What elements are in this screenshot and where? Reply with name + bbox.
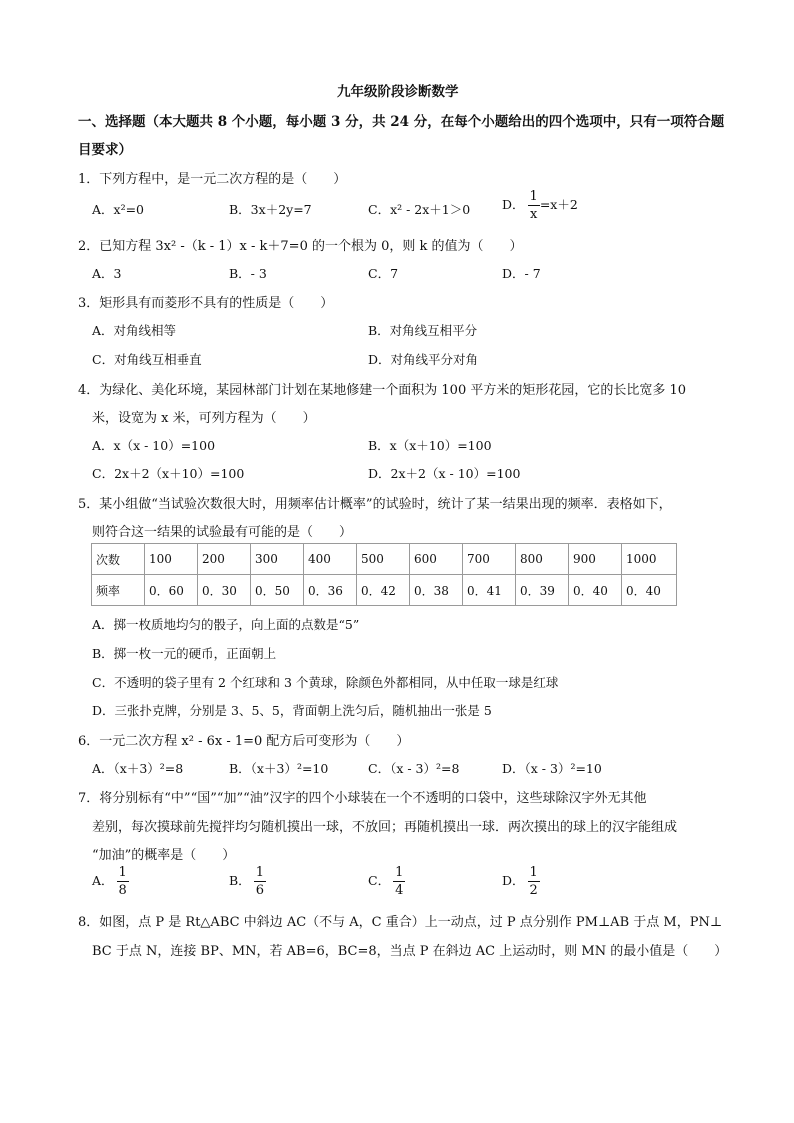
question-7-option-b-prefix: B． xyxy=(229,873,251,888)
table-cell: 600 xyxy=(410,544,463,575)
question-1-option-a: A．x²=0 xyxy=(92,202,145,217)
table-cell: 频率 xyxy=(92,575,145,606)
question-6-option-a: A．（x＋3）²=8 xyxy=(92,761,184,776)
question-4-stem-line1: 4．为绿化、美化环境，某园林部门计划在某地修建一个面积为 100 平方米的矩形花园，它的长比宽多 10 xyxy=(78,383,687,398)
question-3-option-c: C．对角线互相垂直 xyxy=(92,352,202,367)
question-7-option-a-denominator: 8 xyxy=(118,883,127,898)
table-cell: 200 xyxy=(198,544,251,575)
question-7-stem-line2: 差别，每次摸球前先搅拌均匀随机摸出一球，不放回；再随机摸出一球．两次摸出的球上的汉字能组成 xyxy=(92,820,678,835)
question-7-option-a xyxy=(92,866,129,897)
table-cell: 1000 xyxy=(622,544,677,575)
question-5-stem-line1: 5．某小组做“当试验次数很大时，用频率估计概率”的试验时，统计了某一结果出现的频率．表格如下， xyxy=(78,497,672,512)
table-cell: 0．30 xyxy=(198,575,251,606)
table-cell: 0．39 xyxy=(516,575,569,606)
question-4-option-a: A．x（x - 10）=100 xyxy=(92,438,216,453)
question-1-option-d xyxy=(502,190,578,221)
question-4-option-b: B．x（x＋10）=100 xyxy=(368,438,492,453)
frequency-table xyxy=(91,543,677,606)
question-1-option-c: C．x² - 2x＋1＞0 xyxy=(368,202,471,217)
section-heading-line2: 目要求） xyxy=(78,142,132,158)
question-1-option-d-prefix: D． xyxy=(502,197,525,212)
table-cell: 0．38 xyxy=(410,575,463,606)
question-7-option-b-numerator: 1 xyxy=(255,865,264,880)
question-1-option-d-numerator: 1 xyxy=(529,189,538,204)
table-cell: 0．60 xyxy=(145,575,198,606)
question-5-option-b: B．掷一枚一元的硬币，正面朝上 xyxy=(92,646,277,661)
section-heading-line1: 一、选择题（本大题共 8 个小题，每小题 3 分，共 24 分，在每个小题给出的四个选项中，只有一项符合题 xyxy=(78,114,725,130)
table-cell: 0．42 xyxy=(357,575,410,606)
question-7-option-b xyxy=(229,866,266,897)
question-1-option-d-denominator: x xyxy=(530,207,538,222)
question-1-stem: 1．下列方程中，是一元二次方程的是（ ） xyxy=(78,172,347,187)
table-cell: 400 xyxy=(304,544,357,575)
table-row-frequency xyxy=(92,575,677,606)
question-2-option-b: B．- 3 xyxy=(229,266,267,281)
question-4-option-c: C．2x＋2（x＋10）=100 xyxy=(92,466,245,481)
question-8-stem-line2: BC 于点 N，连接 BP、MN，若 AB=6，BC=8，当点 P 在斜边 AC 上运动时，则 MN 的最小值是（ ） xyxy=(92,944,728,959)
question-6-stem: 6．一元二次方程 x² - 6x - 1=0 配方后可变形为（ ） xyxy=(78,734,410,749)
table-cell: 0．40 xyxy=(569,575,622,606)
question-2-stem: 2．已知方程 3x² -（k - 1）x - k＋7=0 的一个根为 0，则 k 的值为（ ） xyxy=(78,239,523,254)
question-7-stem-line1: 7．将分别标有“中”“国”“加”“油”汉字的四个小球装在一个不透明的口袋中，这些球除汉字外无其他 xyxy=(78,791,647,806)
question-7-option-a-numerator: 1 xyxy=(118,865,127,880)
question-7-option-c-numerator: 1 xyxy=(395,865,404,880)
question-7-option-d xyxy=(502,866,540,897)
question-4-option-d: D．2x＋2（x - 10）=100 xyxy=(368,466,521,481)
table-cell: 0．50 xyxy=(251,575,304,606)
question-5-option-c: C．不透明的袋子里有 2 个红球和 3 个黄球，除颜色外都相同，从中任取一球是红球 xyxy=(92,675,559,690)
question-8-stem-line1: 8．如图，点 P 是 Rt△ABC 中斜边 AC（不与 A，C 重合）上一动点，过 P 点分别作 PM⊥AB 于点 M，PN⊥ xyxy=(78,915,723,930)
question-5-stem-line2: 则符合这一结果的试验最有可能的是（ ） xyxy=(92,525,353,540)
question-7-option-d-denominator: 2 xyxy=(529,883,538,898)
question-7-option-d-prefix: D． xyxy=(502,873,525,888)
question-1-option-d-suffix: =x＋2 xyxy=(539,197,578,212)
question-3-stem: 3．矩形具有而菱形不具有的性质是（ ） xyxy=(78,296,334,311)
question-5-option-d: D．三张扑克牌，分别是 3、5、5，背面朝上洗匀后，随机抽出一张是 5 xyxy=(92,703,492,718)
question-1-option-b: B．3x＋2y=7 xyxy=(229,202,312,217)
table-cell: 800 xyxy=(516,544,569,575)
table-cell: 100 xyxy=(145,544,198,575)
table-cell: 次数 xyxy=(92,544,145,575)
question-2-option-a: A．3 xyxy=(92,266,122,281)
question-3-option-d: D．对角线平分对角 xyxy=(368,352,479,367)
question-7-option-d-numerator: 1 xyxy=(529,865,538,880)
page-title: 九年级阶段诊断数学 xyxy=(337,84,459,100)
table-cell: 0．40 xyxy=(622,575,677,606)
question-7-option-b-denominator: 6 xyxy=(255,883,264,898)
question-6-option-d: D．（x - 3）²=10 xyxy=(502,761,602,776)
question-5-option-a: A．掷一枚质地均匀的骰子，向上面的点数是“5” xyxy=(92,617,360,632)
question-7-option-a-prefix: A． xyxy=(92,873,114,888)
question-6-option-c: C．（x - 3）²=8 xyxy=(368,761,460,776)
table-cell: 500 xyxy=(357,544,410,575)
question-4-stem-line2: 米，设宽为 x 米，可列方程为（ ） xyxy=(92,411,316,426)
question-3-option-b: B．对角线互相平分 xyxy=(368,323,478,338)
question-7-option-c-prefix: C． xyxy=(368,873,391,888)
table-cell: 0．36 xyxy=(304,575,357,606)
question-7-option-c-denominator: 4 xyxy=(395,883,404,898)
table-row-counts xyxy=(92,544,677,575)
question-7-option-c xyxy=(368,866,405,897)
question-6-option-b: B．（x＋3）²=10 xyxy=(229,761,329,776)
question-2-option-c: C．7 xyxy=(368,266,399,281)
question-2-option-d: D．- 7 xyxy=(502,266,541,281)
question-7-stem-line3: “加油”的概率是（ ） xyxy=(92,848,236,863)
table-cell: 300 xyxy=(251,544,304,575)
table-cell: 0．41 xyxy=(463,575,516,606)
table-cell: 900 xyxy=(569,544,622,575)
table-cell: 700 xyxy=(463,544,516,575)
question-3-option-a: A．对角线相等 xyxy=(92,323,177,338)
